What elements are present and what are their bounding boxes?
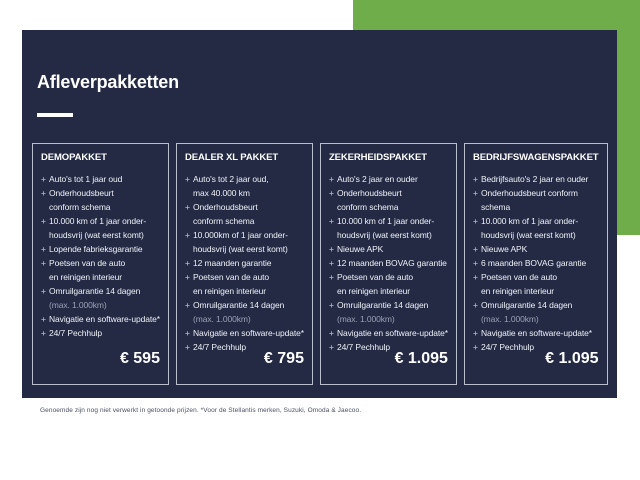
feature-item: [185, 326, 304, 340]
feature-text: [481, 270, 599, 298]
feature-item: [329, 172, 448, 186]
feature-text: [193, 256, 304, 270]
package-price: € 1.095: [545, 350, 599, 367]
plus-icon: +: [41, 244, 46, 254]
plus-icon: +: [328, 244, 334, 254]
feature-item: [41, 214, 160, 242]
plus-icon: +: [472, 188, 478, 198]
package-card: [464, 143, 608, 385]
feature-line: 24/7 Pechhulp: [336, 342, 391, 352]
feature-item: [41, 172, 160, 186]
feature-line: houdsvrij (wat eerst komt): [480, 230, 576, 240]
plus-icon: +: [328, 258, 334, 268]
feature-line: houdsvrij (wat eerst komt): [336, 230, 432, 240]
feature-item: [473, 298, 599, 326]
feature-text: [481, 186, 599, 214]
feature-item: [185, 270, 304, 298]
plus-icon: +: [472, 244, 478, 254]
feature-line: Navigatie en software-update*: [192, 328, 304, 338]
feature-line: Onderhoudsbeurt: [49, 188, 114, 198]
package-features: [473, 172, 599, 354]
feature-item: [329, 242, 448, 256]
plus-icon: +: [184, 202, 190, 212]
feature-text: [337, 214, 448, 242]
feature-line: 12 maanden garantie: [192, 258, 272, 268]
feature-line: conform schema: [336, 202, 399, 212]
feature-item: [329, 326, 448, 340]
feature-text: [193, 298, 304, 326]
plus-icon: +: [41, 174, 46, 184]
feature-item: [473, 256, 599, 270]
feature-text: [49, 172, 160, 186]
feature-line: 10.000 km of 1 jaar onder-: [49, 216, 147, 226]
plus-icon: +: [472, 216, 478, 226]
feature-item: [185, 228, 304, 256]
feature-item: [41, 256, 160, 284]
feature-text: [49, 256, 160, 284]
feature-line: Poetsen van de auto: [49, 258, 126, 268]
feature-line: Auto's tot 1 jaar oud: [49, 174, 123, 184]
footnote: Genoemde zijn nog niet verwerkt in getoonde prijzen. *Voor de Stellantis merken, Suzuki, Omoda & Jaecoo.: [40, 407, 362, 414]
feature-text: [337, 242, 448, 256]
feature-text: [193, 172, 304, 200]
feature-text: [193, 270, 304, 298]
feature-item: [473, 270, 599, 298]
feature-item: [41, 242, 160, 256]
feature-line: Onderhoudsbeurt conform: [480, 188, 578, 198]
feature-item: [473, 214, 599, 242]
plus-icon: +: [472, 300, 478, 310]
plus-icon: +: [184, 328, 190, 338]
feature-line: Poetsen van de auto: [480, 272, 558, 282]
feature-line: 10.000 km of 1 jaar onder-: [480, 216, 579, 226]
package-features: [329, 172, 448, 354]
plus-icon: +: [41, 328, 46, 338]
package-price: € 795: [263, 350, 304, 367]
feature-text: [337, 256, 448, 270]
feature-line: Bedrijfsauto's 2 jaar en ouder: [480, 174, 589, 184]
feature-line: (max. 1.000km): [192, 314, 251, 324]
feature-line: 12 maanden BOVAG garantie: [336, 258, 447, 268]
feature-line: max 40.000 km: [192, 188, 250, 198]
feature-line: Lopende fabrieksgarantie: [49, 244, 143, 254]
package-price: € 1.095: [394, 350, 448, 367]
plus-icon: +: [41, 258, 46, 268]
feature-text: [193, 200, 304, 228]
main-panel: [22, 30, 617, 398]
feature-item: [329, 298, 448, 326]
plus-icon: +: [328, 216, 334, 226]
feature-line: Omruilgarantie 14 dagen: [336, 300, 429, 310]
feature-line: Poetsen van de auto: [336, 272, 414, 282]
feature-line: (max. 1.000km): [480, 314, 539, 324]
feature-line: en reinigen interieur: [480, 286, 554, 296]
feature-line: Navigatie en software-update*: [49, 314, 160, 324]
package-card: [32, 143, 169, 385]
feature-line: 24/7 Pechhulp: [192, 342, 247, 352]
feature-item: [473, 172, 599, 186]
feature-line: Navigatie en software-update*: [336, 328, 448, 338]
feature-item: [185, 256, 304, 270]
feature-item: [41, 326, 160, 340]
plus-icon: +: [184, 258, 190, 268]
plus-icon: +: [472, 328, 478, 338]
plus-icon: +: [328, 272, 334, 282]
feature-line: 24/7 Pechhulp: [49, 328, 103, 338]
feature-item: [473, 326, 599, 340]
package-features: [41, 172, 160, 340]
feature-line: 24/7 Pechhulp: [480, 342, 535, 352]
plus-icon: +: [184, 272, 190, 282]
feature-line: Navigatie en software-update*: [480, 328, 592, 338]
feature-text: [337, 172, 448, 186]
feature-text: [481, 172, 599, 186]
plus-icon: +: [41, 216, 46, 226]
title-underline: [37, 113, 73, 117]
feature-line: conform schema: [49, 202, 111, 212]
feature-text: [481, 214, 599, 242]
package-card: [320, 143, 457, 385]
feature-line: Poetsen van de auto: [192, 272, 270, 282]
feature-item: [329, 214, 448, 242]
package-cards: [32, 143, 607, 385]
plus-icon: +: [41, 286, 46, 296]
feature-line: 10.000km of 1 jaar onder-: [192, 230, 288, 240]
feature-line: en reinigen interieur: [49, 272, 123, 282]
feature-line: Auto's tot 2 jaar oud,: [192, 174, 269, 184]
feature-line: en reinigen interieur: [336, 286, 410, 296]
plus-icon: +: [472, 174, 478, 184]
plus-icon: +: [328, 300, 334, 310]
feature-line: Nieuwe APK: [480, 244, 528, 254]
feature-line: 10.000 km of 1 jaar onder-: [336, 216, 435, 226]
feature-item: [185, 200, 304, 228]
package-title: BEDRIJFSWAGENSPAKKET: [472, 152, 599, 163]
feature-text: [49, 242, 160, 256]
feature-item: [41, 186, 160, 214]
feature-text: [481, 326, 599, 340]
feature-item: [41, 284, 160, 312]
feature-line: 6 maanden BOVAG garantie: [480, 258, 587, 268]
feature-line: houdsvrij (wat eerst komt): [192, 244, 288, 254]
feature-text: [49, 186, 160, 214]
feature-text: [481, 242, 599, 256]
feature-text: [337, 326, 448, 340]
feature-item: [329, 256, 448, 270]
feature-line: Onderhoudsbeurt: [336, 188, 402, 198]
feature-line: Nieuwe APK: [336, 244, 384, 254]
page-title: Afleverpakketten: [37, 72, 179, 92]
feature-item: [41, 312, 160, 326]
plus-icon: +: [472, 342, 478, 352]
feature-item: [473, 242, 599, 256]
plus-icon: +: [184, 174, 190, 184]
feature-line: en reinigen interieur: [192, 286, 267, 296]
feature-text: [337, 186, 448, 214]
package-title: DEALER XL PAKKET: [184, 152, 279, 163]
feature-text: [49, 326, 160, 340]
plus-icon: +: [328, 342, 334, 352]
plus-icon: +: [328, 188, 334, 198]
feature-line: Omruilgarantie 14 dagen: [192, 300, 285, 310]
package-card: [176, 143, 313, 385]
feature-line: (max. 1.000km): [49, 300, 107, 310]
feature-line: (max. 1.000km): [336, 314, 395, 324]
feature-text: [193, 326, 304, 340]
plus-icon: +: [184, 230, 190, 240]
plus-icon: +: [328, 328, 334, 338]
feature-text: [49, 312, 160, 326]
feature-text: [481, 256, 599, 270]
plus-icon: +: [472, 272, 478, 282]
package-title: ZEKERHEIDSPAKKET: [328, 152, 427, 163]
feature-text: [337, 270, 448, 298]
feature-item: [185, 298, 304, 326]
feature-line: Omruilgarantie 14 dagen: [49, 286, 141, 296]
feature-text: [481, 298, 599, 326]
feature-text: [337, 298, 448, 326]
feature-line: houdsvrij (wat eerst komt): [49, 230, 144, 240]
package-price: € 595: [119, 350, 160, 367]
package-features: [185, 172, 304, 354]
feature-text: [49, 214, 160, 242]
feature-line: schema: [480, 202, 511, 212]
plus-icon: +: [184, 342, 190, 352]
feature-item: [473, 186, 599, 214]
feature-item: [329, 270, 448, 298]
plus-icon: +: [41, 188, 46, 198]
feature-line: Auto's 2 jaar en ouder: [336, 174, 418, 184]
plus-icon: +: [184, 300, 190, 310]
plus-icon: +: [328, 174, 334, 184]
feature-item: [185, 172, 304, 200]
package-title: DEMOPAKKET: [41, 152, 107, 163]
feature-text: [193, 228, 304, 256]
feature-text: [49, 284, 160, 312]
feature-line: Omruilgarantie 14 dagen: [480, 300, 573, 310]
feature-line: conform schema: [192, 216, 255, 226]
feature-item: [329, 186, 448, 214]
feature-line: Onderhoudsbeurt: [192, 202, 258, 212]
plus-icon: +: [472, 258, 478, 268]
plus-icon: +: [41, 314, 46, 324]
